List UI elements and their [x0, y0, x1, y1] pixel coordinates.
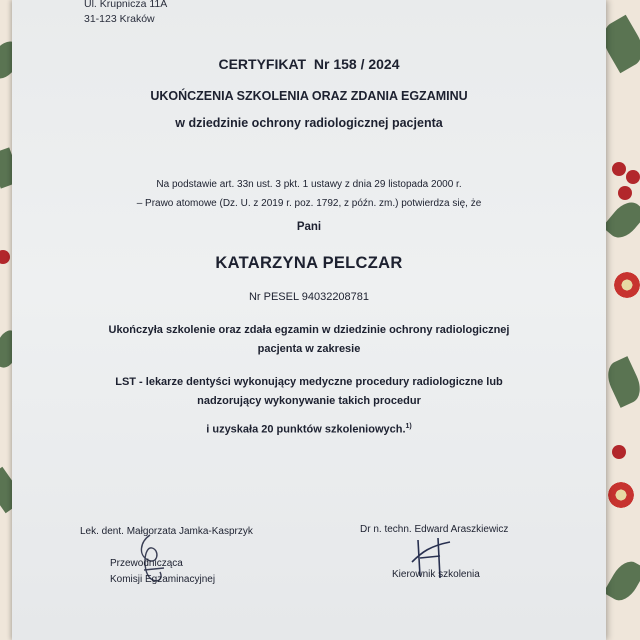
salutation: Pani [296, 221, 322, 233]
certificate-title: CERTYFIKAT Nr 158 / 2024 [218, 56, 400, 72]
right-signatory-name: Dr n. techn. Edward Araszkiewicz [360, 524, 509, 535]
certificate-paper [12, 0, 606, 640]
address-street: Ul. Krupnicza 11A [84, 0, 168, 10]
certificate-field: w dziedzinie ochrony radiologicznej pacjenta [175, 116, 443, 130]
certificate-subtitle: UKOŃCZENIA SZKOLENIA ORAZ ZDANIA EGZAMINU [150, 89, 468, 103]
left-signatory-role [110, 556, 215, 588]
recipient-name: KATARZYNA PELCZAR [215, 254, 403, 272]
scope-line2: nadzorujący wykonywanie takich procedur [197, 395, 421, 407]
points-text: i uzyskała 20 punktów szkoleniowych. [206, 423, 406, 436]
right-signatory-role: Kierownik szkolenia [392, 569, 480, 580]
recipient-pesel: Nr PESEL 94032208781 [248, 291, 370, 303]
address-city: 31-123 Kraków [84, 13, 155, 25]
training-scope [12, 373, 606, 411]
completion-line2: pacjenta w zakresie [257, 343, 361, 355]
legal-basis-line1: Na podstawie art. 33n ust. 3 pkt. 1 ustawy z dnia 29 listopada 2000 r. [156, 179, 462, 190]
training-points [12, 423, 606, 436]
completion-line1: Ukończyła szkolenie oraz zdała egzamin w dziedzinie ochrony radiologicznej [108, 324, 510, 336]
left-role-line1: Przewodnicząca [110, 558, 183, 569]
issuer-address [84, 0, 167, 27]
scope-line1: LST - lekarze dentyści wykonujący medyczne procedury radiologiczne lub [115, 376, 503, 388]
left-signatory-name: Lek. dent. Małgorzata Jamka-Kasprzyk [80, 526, 253, 537]
completion-statement [12, 321, 606, 359]
left-role-line2: Komisji Egzaminacyjnej [110, 574, 216, 585]
points-footnote: 1) [405, 423, 412, 430]
legal-basis-line2: – Prawo atomowe (Dz. U. z 2019 r. poz. 1792, z późn. zm.) potwierdza się, że [136, 198, 482, 209]
legal-basis [12, 175, 606, 213]
